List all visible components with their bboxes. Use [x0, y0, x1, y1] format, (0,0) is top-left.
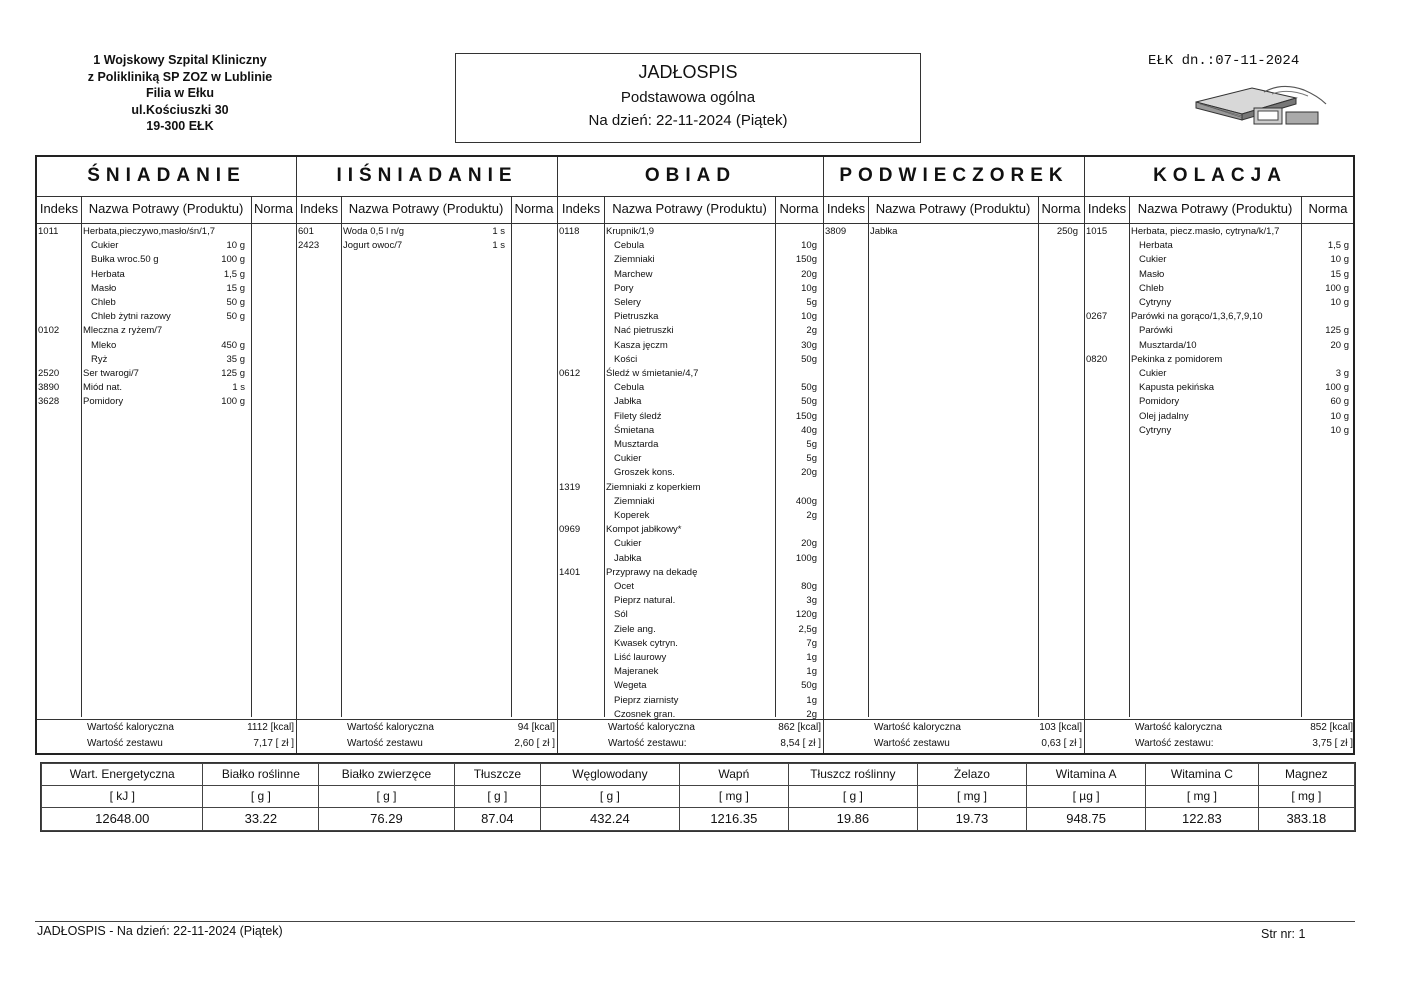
ingredient-name: Chleb [91, 297, 116, 308]
column-header-norm-kolacja: Norma [1308, 201, 1348, 216]
hospital-line-3: Filia w Ełku [145, 86, 215, 100]
ingredient-norm: 125 g [1325, 325, 1349, 337]
meal-title-ii-sniadanie: IIŚNIADANIE [336, 165, 518, 186]
nutrition-value: 76.29 [319, 807, 454, 830]
ingredient-name: Cytryny [1139, 424, 1172, 436]
column-header-norm-podwieczorek: Norma [1041, 201, 1081, 216]
ingredient-norm: 5g [806, 453, 817, 465]
nutrition-unit: [ g ] [319, 785, 454, 807]
dish-name: Jabłka [870, 226, 898, 237]
ingredient-norm: 1 s [492, 226, 505, 237]
title-box [455, 53, 921, 143]
ingredient-norm: 2g [806, 510, 817, 521]
column-header-index-ii-sniadanie: Indeks [299, 201, 339, 216]
hospital-line-5: 19-300 EŁK [146, 119, 214, 133]
nutrition-header: Witamina C [1146, 764, 1259, 786]
nutrition-value: 33.22 [203, 807, 319, 830]
ingredient-name: Groszek kons. [614, 467, 675, 479]
ingredient-norm: 10 g [226, 240, 245, 252]
dish-index: 0267 [1086, 311, 1108, 323]
book-computer-icon [1192, 82, 1332, 128]
ingredient-name: Nać pietruszki [614, 325, 674, 337]
ingredient-name: Herbata [1139, 240, 1173, 252]
nutrition-value: 87.04 [454, 807, 540, 830]
nutrition-header: Tłuszcze [454, 764, 540, 786]
calorie-value: 1112 [kcal] [247, 722, 294, 733]
nutrition-value: 432.24 [541, 807, 680, 830]
dish-name: Przyprawy na dekadę [606, 566, 698, 578]
dish-name: Krupnik/1,9 [606, 226, 655, 237]
cost-value: 0,63 [ zł ] [1041, 738, 1082, 749]
cost-value: 2,60 [ zł ] [514, 738, 555, 749]
ingredient-name: Marchew [614, 268, 653, 280]
meal-title-obiad: OBIAD [644, 165, 737, 186]
cost-label: Wartość zestawu: [608, 738, 687, 749]
dish-name: Kompot jabłkowy* [606, 524, 682, 536]
nutrition-value: 1216.35 [679, 807, 788, 830]
diet-type: Podstawowa ogólna [620, 89, 756, 106]
nutrition-unit: [ g ] [788, 785, 917, 807]
nutrition-header: Białko zwierzęce [319, 764, 454, 786]
dish-index: 0969 [559, 524, 581, 536]
ingredient-name: Musztarda [614, 439, 659, 450]
ingredient-norm: 120g [795, 609, 817, 621]
ingredient-norm: 1g [806, 694, 817, 706]
hospital-line-1: 1 Wojskowy Szpital Kliniczny [93, 53, 267, 67]
ingredient-norm: 100 g [221, 396, 245, 408]
nutrition-unit: [ mg ] [917, 785, 1026, 807]
dish-index: 1401 [559, 566, 581, 578]
column-header-name-ii-sniadanie: Nazwa Potrawy (Produktu) [348, 201, 504, 216]
ingredient-norm: 125 g [221, 368, 245, 379]
ingredient-norm: 10g [801, 240, 817, 252]
ingredient-norm: 35 g [226, 353, 245, 365]
ingredient-name: Cebula [614, 240, 645, 252]
ingredient-norm: 40g [801, 424, 817, 436]
ingredient-name: Wegeta [614, 680, 647, 692]
calorie-value: 94 [kcal] [517, 722, 555, 733]
meal-title-sniadanie: ŚNIADANIE [87, 165, 246, 186]
ingredient-name: Masło [91, 282, 117, 294]
meal-title-podwieczorek: PODWIECZOREK [839, 165, 1069, 186]
ingredient-name: Cukier [1139, 254, 1167, 266]
cost-label: Wartość zestawu [347, 738, 423, 749]
ingredient-name: Ocet [614, 581, 635, 592]
ingredient-name: Parówki [1139, 325, 1173, 337]
column-header-norm-ii-sniadanie: Norma [514, 201, 554, 216]
dish-index: 1011 [38, 226, 59, 237]
ingredient-name: Kasza jęczm [614, 339, 668, 351]
dish-index: 0118 [559, 226, 580, 237]
ingredient-name: Pieprz ziarnisty [614, 694, 679, 706]
ingredient-norm: 50g [801, 382, 817, 394]
dish-name: Jogurt owoc/7 [343, 240, 403, 252]
ingredient-name: Pomidory [1139, 396, 1180, 408]
print-date: EŁK dn.:07-11-2024 [1148, 53, 1300, 69]
calorie-label: Wartość kaloryczna [874, 722, 961, 733]
ingredient-name: Cukier [614, 453, 642, 465]
ingredient-norm: 50 g [226, 297, 245, 308]
dish-index: 601 [298, 226, 314, 237]
nutrition-header: Witamina A [1027, 764, 1146, 786]
column-header-index-sniadanie: Indeks [39, 201, 79, 216]
ingredient-norm: 1g [806, 666, 817, 678]
ingredient-norm: 20g [801, 538, 817, 550]
ingredient-norm: 50g [801, 396, 817, 408]
ingredient-name: Ziele ang. [614, 623, 656, 635]
column-header-name-obiad: Nazwa Potrawy (Produktu) [612, 201, 767, 216]
ingredient-name: Liść laurowy [614, 652, 667, 663]
ingredient-norm: 3g [806, 595, 817, 607]
ingredient-name: Kapusta pekińska [1139, 382, 1214, 394]
column-header-index-podwieczorek: Indeks [826, 201, 866, 216]
ingredient-norm: 1g [806, 652, 817, 663]
dish-name: Woda 0,5 l n/g [343, 226, 405, 237]
column-header-name-podwieczorek: Nazwa Potrawy (Produktu) [875, 201, 1031, 216]
ingredient-norm: 50g [801, 680, 817, 692]
dish-index: 3809 [825, 226, 847, 237]
cost-value: 7,17 [ zł ] [253, 738, 294, 749]
ingredient-norm: 60 g [1330, 396, 1349, 408]
ingredient-name: Majeranek [614, 666, 659, 678]
dish-name: Herbata, piecz.masło, cytryna/k/1,7 [1131, 226, 1280, 237]
dish-name: Śledź w śmietanie/4,7 [606, 368, 699, 379]
dish-index: 0612 [559, 368, 581, 379]
dish-index: 1015 [1086, 226, 1108, 237]
nutrition-header: Wapń [679, 764, 788, 786]
ingredient-norm: 50 g [226, 311, 245, 323]
dish-index: 2520 [38, 368, 60, 379]
ingredient-norm: 100g [795, 552, 817, 564]
column-header-index-obiad: Indeks [561, 201, 601, 216]
ingredient-name: Cukier [614, 538, 642, 550]
ingredient-norm: 10g [801, 282, 817, 294]
ingredient-norm: 30g [801, 339, 817, 351]
dish-name: Mleczna z ryżem/7 [83, 325, 163, 337]
ingredient-norm: 15 g [226, 282, 245, 294]
nutrition-value: 122.83 [1146, 807, 1259, 830]
ingredient-name: Czosnek gran. [614, 708, 676, 720]
ingredient-norm: 50g [801, 353, 817, 365]
ingredient-name: Jabłka [614, 552, 642, 564]
hospital-line-4: ul.Kościuszki 30 [131, 102, 229, 117]
ingredient-norm: 2g [806, 325, 817, 337]
ingredient-norm: 100 g [1325, 382, 1349, 394]
ingredient-norm: 5g [806, 297, 817, 308]
ingredient-name: Bułka wroc.50 g [91, 254, 159, 266]
ingredient-norm: 5g [806, 439, 817, 450]
ingredient-name: Pietruszka [614, 311, 659, 323]
ingredient-norm: 15 g [1330, 268, 1349, 280]
ingredient-norm: 1,5 g [1327, 240, 1349, 252]
ingredient-name: Jabłka [614, 396, 642, 408]
dish-index: 0820 [1086, 353, 1108, 365]
cost-label: Wartość zestawu: [1135, 738, 1214, 749]
ingredient-name: Chleb [1139, 282, 1164, 294]
nutrition-summary-table [40, 762, 1356, 832]
ingredient-name: Chleb żytni razowy [91, 311, 171, 323]
ingredient-norm: 20 g [1330, 339, 1349, 351]
calorie-label: Wartość kaloryczna [347, 722, 434, 733]
ingredient-norm: 100 g [1325, 282, 1349, 294]
ingredient-norm: 1 s [232, 382, 245, 394]
ingredient-norm: 400g [795, 495, 817, 507]
ingredient-norm: 2,5g [798, 623, 817, 635]
cost-value: 3,75 [ zł ] [1312, 738, 1353, 749]
ingredient-name: Cukier [91, 240, 119, 252]
ingredient-name: Selery [614, 297, 641, 308]
meal-title-kolacja: KOLACJA [1153, 165, 1287, 186]
nutrition-header: Żelazo [917, 764, 1026, 786]
ingredient-norm: 20g [801, 467, 817, 479]
nutrition-unit: [ g ] [203, 785, 319, 807]
nutrition-header: Wart. Energetyczna [42, 764, 203, 786]
hospital-address [60, 52, 300, 135]
footer-title: JADŁOSPIS - Na dzień: 22-11-2024 (Piątek) [37, 924, 283, 938]
column-header-index-kolacja: Indeks [1087, 201, 1127, 216]
nutrition-unit: [ mg ] [1146, 785, 1259, 807]
ingredient-name: Masło [1139, 268, 1165, 280]
ingredient-norm: 100 g [221, 254, 245, 266]
cost-value: 8,54 [ zł ] [780, 738, 821, 749]
dish-index: 2423 [298, 240, 320, 252]
ingredient-name: Herbata [91, 268, 125, 280]
ingredient-name: Kości [614, 353, 638, 365]
calorie-value: 852 [kcal] [1310, 722, 1353, 733]
menu-date: Na dzień: 22-11-2024 (Piątek) [588, 112, 788, 129]
page-number: Str nr: 1 [1261, 927, 1306, 941]
nutrition-header: Magnez [1258, 764, 1354, 786]
ingredient-name: Cebula [614, 382, 645, 394]
ingredient-norm: 10 g [1330, 254, 1349, 266]
ingredient-name: Ryż [91, 353, 108, 365]
calorie-value: 862 [kcal] [778, 722, 821, 733]
dish-index: 1319 [559, 481, 581, 493]
ingredient-norm: 10g [801, 311, 817, 323]
column-header-name-sniadanie: Nazwa Potrawy (Produktu) [88, 201, 244, 216]
ingredient-norm: 2g [806, 708, 817, 720]
nutrition-unit: [ µg ] [1027, 785, 1146, 807]
ingredient-name: Cytryny [1139, 297, 1172, 308]
footer-divider [35, 921, 1355, 922]
ingredient-norm: 150g [795, 254, 817, 266]
ingredient-name: Olej jadalny [1139, 410, 1189, 422]
nutrition-header: Białko roślinne [203, 764, 319, 786]
hospital-line-2: z Polikliniką SP ZOZ w Lublinie [87, 69, 273, 84]
ingredient-norm: 80g [801, 581, 817, 592]
dish-index: 3628 [38, 396, 60, 408]
ingredient-norm: 1 s [492, 240, 505, 252]
ingredient-name: Cukier [1139, 368, 1167, 379]
ingredient-norm: 10 g [1330, 297, 1349, 308]
ingredient-name: Śmietana [614, 424, 655, 436]
nutrition-header: Tłuszcz roślinny [788, 764, 917, 786]
ingredient-name: Filety śledź [614, 410, 662, 422]
nutrition-unit: [ mg ] [1258, 785, 1354, 807]
dish-name: Herbata,pieczywo,masło/śn/1,7 [83, 226, 216, 237]
dish-index: 0102 [38, 325, 60, 337]
dish-name: Parówki na gorąco/1,3,6,7,9,10 [1131, 311, 1263, 323]
nutrition-unit: [ kJ ] [42, 785, 203, 807]
calorie-label: Wartość kaloryczna [608, 722, 695, 733]
nutrition-header: Węglowodany [541, 764, 680, 786]
cost-label: Wartość zestawu [874, 738, 950, 749]
ingredient-norm: 1,5 g [223, 268, 245, 280]
document-title: JADŁOSPIS [638, 62, 738, 82]
ingredient-name: Pieprz natural. [614, 595, 676, 607]
ingredient-norm: 20g [801, 268, 817, 280]
nutrition-unit: [ g ] [454, 785, 540, 807]
dish-name: Miód nat. [83, 382, 123, 394]
ingredient-name: Sól [614, 609, 628, 621]
ingredient-name: Musztarda/10 [1139, 339, 1197, 351]
ingredient-norm: 150g [795, 410, 817, 422]
ingredient-norm: 7g [806, 637, 817, 649]
ingredient-norm: 3 g [1335, 368, 1349, 379]
ingredient-norm: 10 g [1330, 424, 1349, 436]
nutrition-value: 19.73 [917, 807, 1026, 830]
ingredient-name: Ziemniaki [614, 495, 655, 507]
ingredient-name: Koperek [614, 510, 650, 521]
ingredient-name: Mleko [91, 339, 117, 351]
ingredient-name: Kwasek cytryn. [614, 637, 678, 649]
ingredient-norm: 450 g [221, 339, 245, 351]
column-header-norm-obiad: Norma [779, 201, 819, 216]
ingredient-name: Pory [614, 282, 634, 294]
dish-name: Pomidory [83, 396, 124, 408]
nutrition-value: 19.86 [788, 807, 917, 830]
meal-plan-table [35, 155, 1355, 755]
column-header-name-kolacja: Nazwa Potrawy (Produktu) [1137, 201, 1293, 216]
ingredient-norm: 10 g [1330, 410, 1349, 422]
cost-label: Wartość zestawu [87, 738, 163, 749]
ingredient-name: Ziemniaki [614, 254, 655, 266]
nutrition-unit: [ mg ] [679, 785, 788, 807]
column-header-norm-sniadanie: Norma [253, 201, 293, 216]
nutrition-value: 383.18 [1258, 807, 1354, 830]
dish-index: 3890 [38, 382, 60, 394]
dish-name: Ser twarogi/7 [83, 368, 139, 379]
nutrition-value: 12648.00 [42, 807, 203, 830]
calorie-label: Wartość kaloryczna [87, 722, 174, 733]
dish-name: Ziemniaki z koperkiem [606, 481, 701, 493]
nutrition-value: 948.75 [1027, 807, 1146, 830]
ingredient-norm: 250g [1056, 226, 1078, 237]
calorie-label: Wartość kaloryczna [1135, 722, 1222, 733]
dish-name: Pekinka z pomidorem [1131, 353, 1223, 365]
calorie-value: 103 [kcal] [1039, 722, 1082, 733]
nutrition-unit: [ g ] [541, 785, 680, 807]
